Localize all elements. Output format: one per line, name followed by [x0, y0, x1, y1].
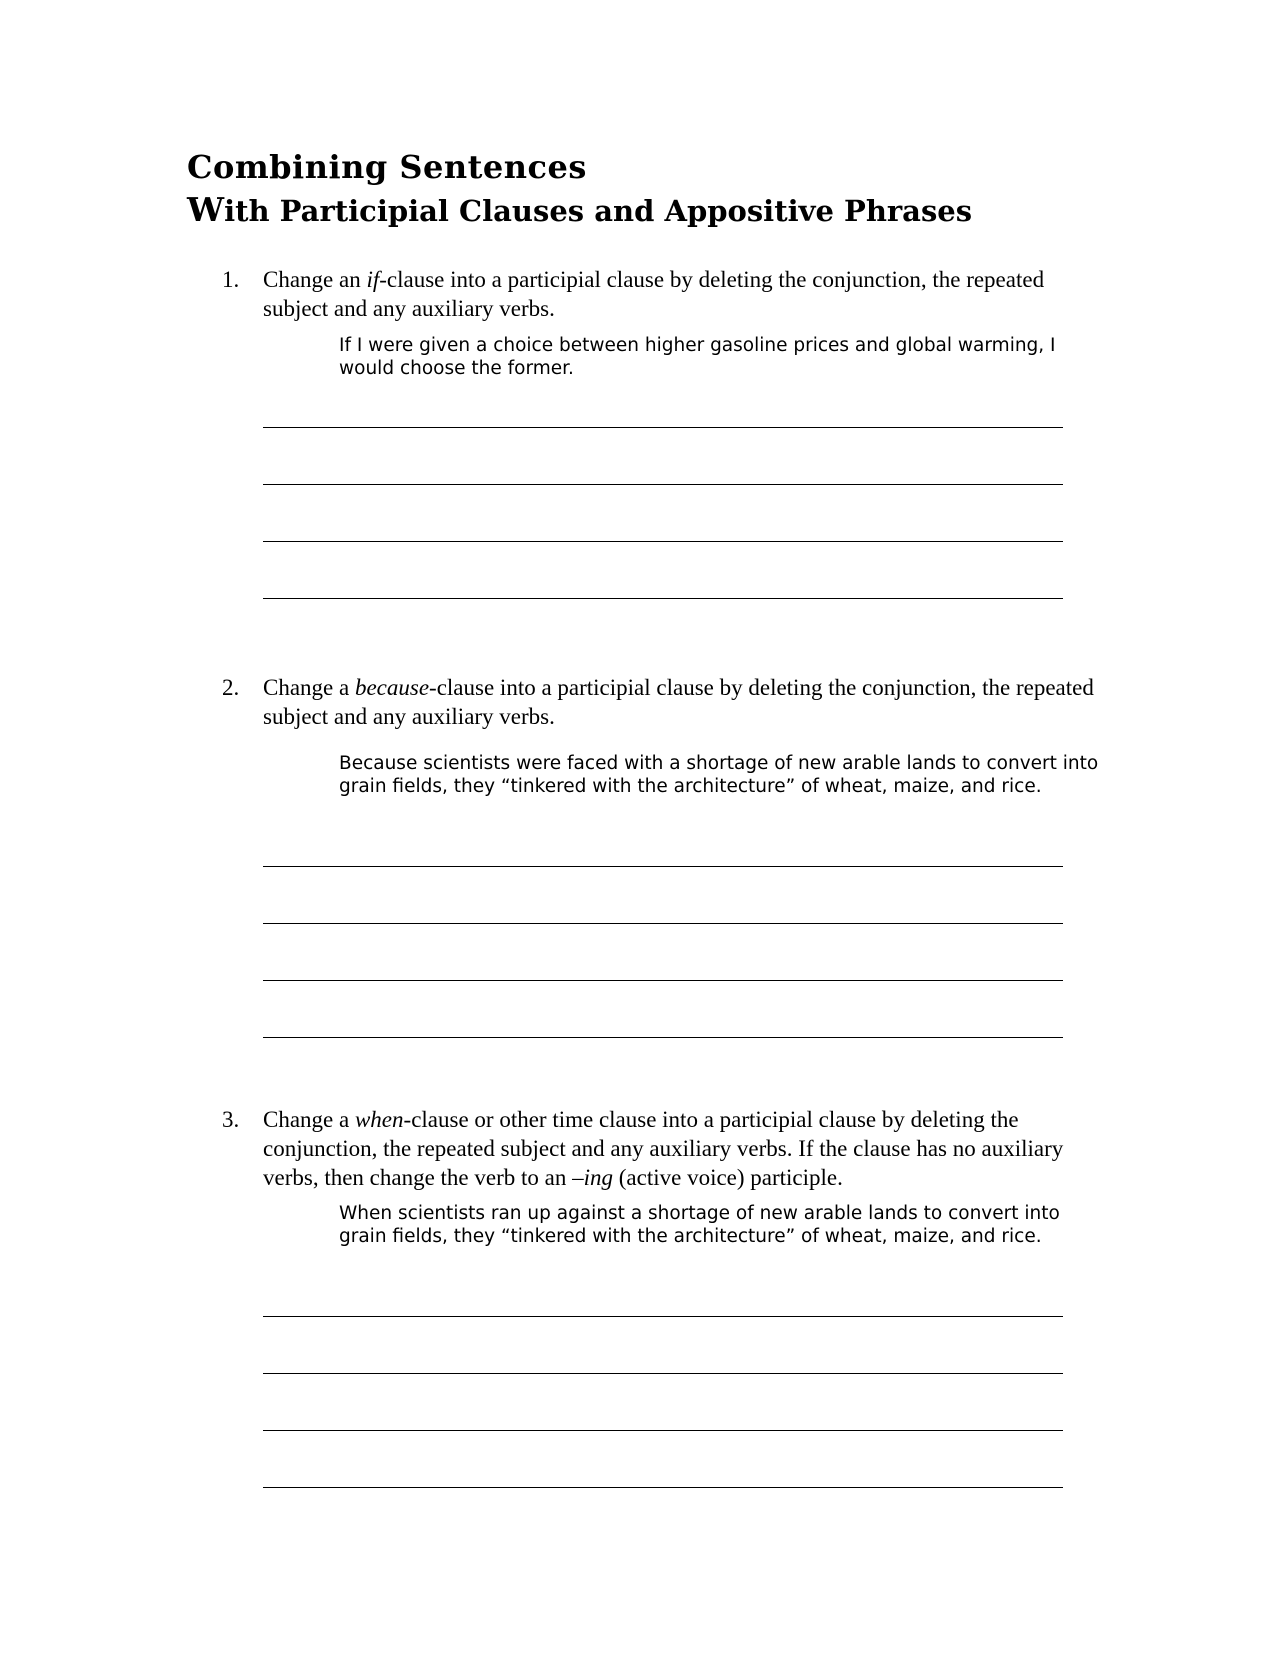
page-subtitle [187, 190, 972, 229]
instruction-post: -clause into a participial clause by deleting the conjunction, the repeated subject and any auxiliary verbs. [263, 267, 1045, 321]
instruction-1 [222, 265, 1102, 323]
instruction-term: when [354, 1107, 404, 1132]
subtitle-initial: W [187, 190, 225, 229]
instruction-pre: Change a [263, 1107, 355, 1132]
instruction-post-2: (active voice) participle. [613, 1165, 843, 1190]
instruction-term-2: –ing [572, 1165, 613, 1190]
page-title: Combining Sentences [187, 148, 587, 186]
answer-line[interactable] [263, 427, 1063, 428]
instruction-number: 1. [222, 267, 240, 292]
subtitle-rest: ith Participial Clauses and Appositive Phrases [224, 194, 973, 228]
instruction-3 [222, 1105, 1102, 1192]
instruction-number: 3. [222, 1107, 240, 1132]
instruction-text [263, 1105, 1102, 1192]
answer-line[interactable] [263, 1037, 1063, 1038]
instruction-post: -clause or other time clause into a participial clause by deleting the conjunction, the repeated subject and any auxiliary verbs. If the clause has no auxiliary verbs, then change the verb to an [263, 1107, 1064, 1190]
instruction-pre: Change an [263, 267, 367, 292]
answer-line[interactable] [263, 923, 1063, 924]
instruction-number: 2. [222, 675, 240, 700]
instruction-text [263, 673, 1102, 731]
answer-line[interactable] [263, 866, 1063, 867]
answer-line[interactable] [263, 598, 1063, 599]
answer-line[interactable] [263, 541, 1063, 542]
example-sentence-3: When scientists ran up against a shortage of new arable lands to convert into grain fields, they “tinkered with the architecture” of wheat, maize, and rice. [339, 1203, 1060, 1247]
example-sentence-1: If I were given a choice between higher gasoline prices and global warming, I would choose the former. [339, 335, 1056, 379]
instruction-text [263, 265, 1102, 323]
instruction-2 [222, 673, 1102, 731]
answer-line[interactable] [263, 484, 1063, 485]
answer-line[interactable] [263, 1373, 1063, 1374]
instruction-term: because [354, 675, 430, 700]
answer-line[interactable] [263, 1316, 1063, 1317]
instruction-post: -clause into a participial clause by deleting the conjunction, the repeated subject and any auxiliary verbs. [263, 675, 1094, 729]
instruction-term: if [366, 267, 380, 292]
example-sentence-2: Because scientists were faced with a shortage of new arable lands to convert into grain fields, they “tinkered with the architecture” of wheat, maize, and rice. [339, 753, 1099, 797]
instruction-pre: Change a [263, 675, 355, 700]
answer-line[interactable] [263, 980, 1063, 981]
answer-line[interactable] [263, 1487, 1063, 1488]
answer-line[interactable] [263, 1430, 1063, 1431]
